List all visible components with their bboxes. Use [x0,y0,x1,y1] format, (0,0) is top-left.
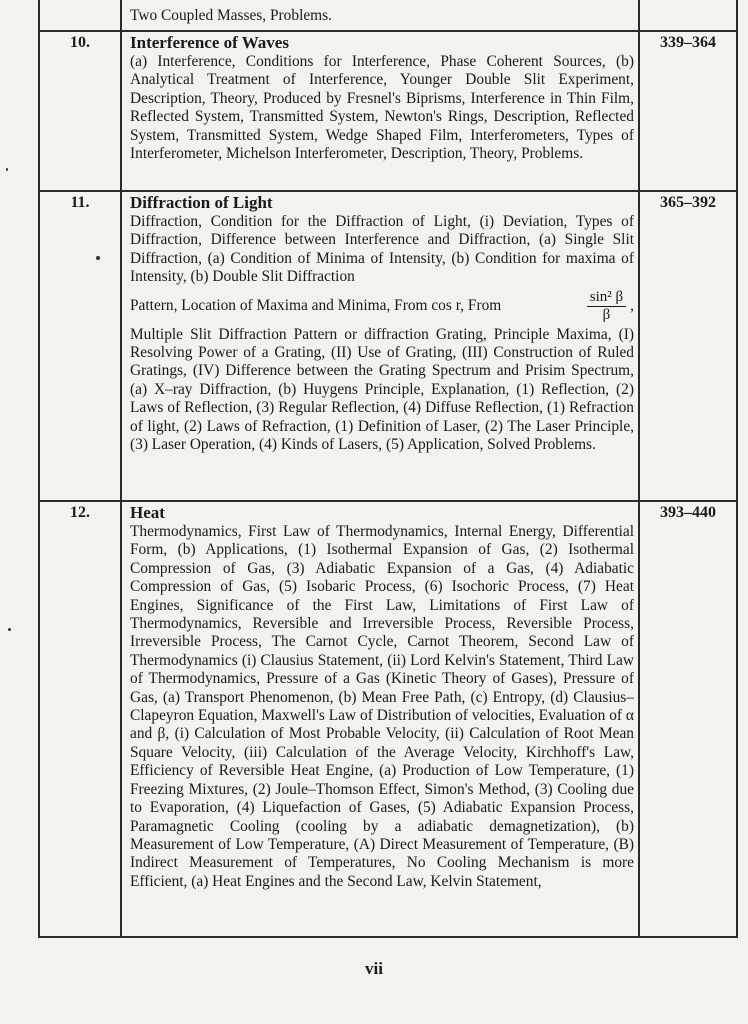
table-row-continuation [39,0,737,31]
table-of-contents [38,0,738,938]
ink-speck [6,168,8,171]
body-cell [121,0,639,31]
table-row-chapter-10 [39,31,737,191]
chapter-number: 11. [39,191,121,501]
chapter-title: Diffraction of Light [130,193,273,212]
chapter-description: (a) Interference, Conditions for Interference, Phase Coherent Sources, (b) Analytical Treatment of Interference, Younger Double Slit Experiment, Description, Theory, Produced by Fresnel's Biprisms, Interference in Thin Film, Reflected System, Transmitted System, Newton's Rings, Description, Reflected System, Transmitted System, Wedge Shaped Film, Interferometers, Types of Interferometer, Michelson Interferometer, Description, Theory, Problems. [130,53,634,163]
chapter-description: Diffraction, Condition for the Diffraction of Light, (i) Deviation, Types of Diffraction, Difference between Interference and Diffraction, (a) Single Slit Diffraction, (a) Condition of Minima of Intensity, (b) Condition for maxima of Intensity, (b) Double Slit Diffraction [130,213,634,286]
chapter-body [121,501,639,937]
number-cell [39,0,121,31]
chapter-pages: 365–392 [639,191,737,501]
chapter-body [121,31,639,191]
formula-fraction [587,289,626,324]
table-row-chapter-12 [39,501,737,937]
chapter-body [121,191,639,501]
formula-numerator: sin² β [587,289,626,307]
ink-speck [96,256,100,260]
formula-trailing: , [630,296,634,314]
page-number: vii [365,959,383,978]
chapter-title: Interference of Waves [130,33,289,52]
chapter-title: Heat [130,503,165,522]
chapter-pages: 339–364 [639,31,737,191]
formula-line-text: Pattern, Location of Maxima and Minima, From cos r, From [130,296,502,314]
table-row-chapter-11 [39,191,737,501]
chapter-pages: 393–440 [639,501,737,937]
formula-denominator: β [602,306,611,323]
formula-line [130,289,634,324]
chapter-number: 12. [39,501,121,937]
ink-speck [8,628,11,631]
chapter-description: Thermodynamics, First Law of Thermodynamics, Internal Energy, Differential Form, (b) Applications, (1) Isothermal Expansion of Gas, (2) Isothermal Compression of Gas, (3) Adiabatic Expansion of a Gas, (4) Adiabatic Compression of Gas, (5) Isobaric Process, (6) Isochoric Process, (7) Heat Engines, Significance of the First Law, Limitations of First Law of Thermodynamics, Reversible and Irreversible Process, Reversible Process, Irreversible Process, The Carnot Cycle, Carnot Theorem, Second Law of Thermodynamics (i) Clausius Statement, (ii) Lord Kelvin's Statement, Third Law of Thermodynamics, Pressure of a Gas (Kinetic Theory of Gases), Pressure of Gas, (a) Transport Phenomenon, (b) Mean Free Path, (c) Entropy, (d) Clausius–Clapeyron Equation, Maxwell's Law of Distribution of velocities, Evaluation of α and β, (i) Calculation of Most Probable Velocity, (ii) Calculation of Root Mean Square Velocity, (iii) Calculation of the Average Velocity, Kirchhoff's Law, Efficiency of Reversible Heat Engine, (a) Production of Low Temperature, (1) Freezing Mixtures, (2) Joule–Thomson Effect, Simon's Method, (3) Cooling due to Evaporation, (4) Liquefaction of Gases, (5) Adiabatic Expansion Process, Paramagnetic Cooling (cooling by a adiabatic demagnetization), (b) Measurement of Low Temperature, (A) Direct Measurement of Temperature, (B) Indirect Measurement of Temperatures, No Cooling Mechanism is more Efficient, (a) Heat Engines and the Second Law, Kelvin Statement, [130,523,634,890]
chapter-description-continued: Multiple Slit Diffraction Pattern or diffraction Grating, Principle Maxima, (I) Resolving Power of a Grating, (II) Use of Grating, (III) Construction of Ruled Gratings, (IV) Difference between the Grating Spectrum and Prisim Spectrum, (a) X–ray Diffraction, (b) Huygens Principle, Explanation, (1) Reflection, (2) Laws of Reflection, (3) Regular Reflection, (4) Diffuse Reflection, (1) Refraction of light, (2) Laws of Refraction, (1) Definition of Laser, (2) The Laser Principle, (3) Laser Operation, (4) Kinds of Lasers, (5) Application, Solved Problems. [130,325,634,454]
pages-cell [639,0,737,31]
chapter-number: 10. [39,31,121,191]
continuation-text: Two Coupled Masses, Problems. [130,7,332,24]
